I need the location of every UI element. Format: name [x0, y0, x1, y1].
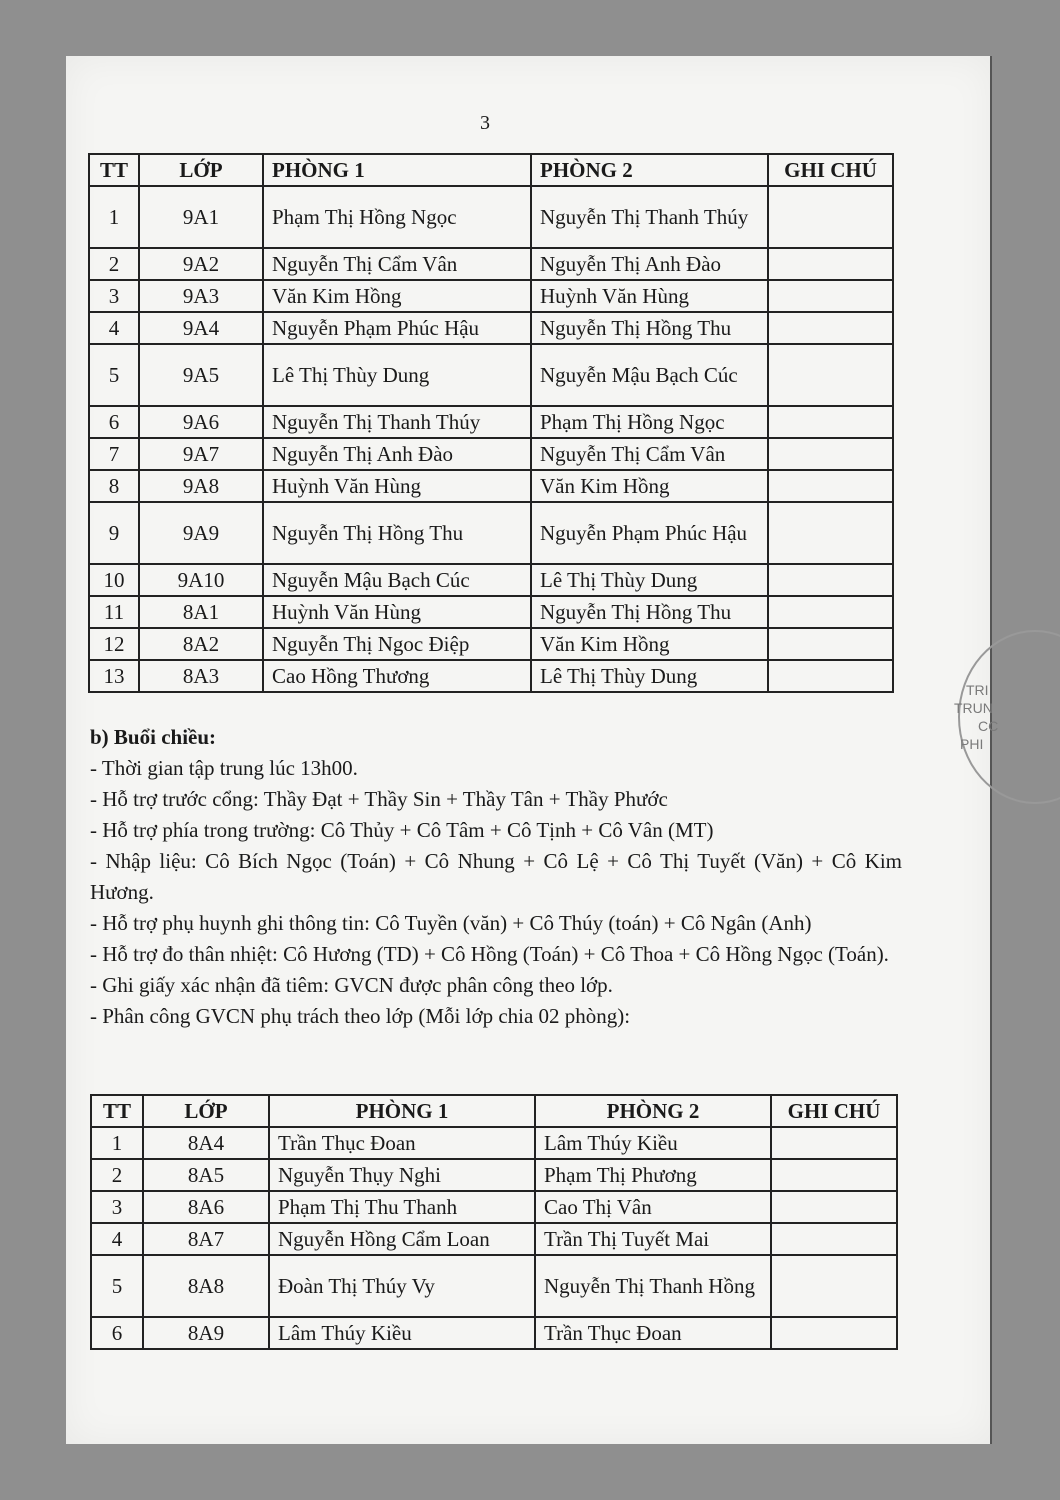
- cell-ghichu: [768, 628, 893, 660]
- cell-phong1: Nguyễn Thị Hồng Thu: [263, 502, 531, 564]
- stamp-text: TRI: [966, 682, 989, 698]
- cell-tt: 11: [89, 596, 139, 628]
- cell-tt: 12: [89, 628, 139, 660]
- cell-phong1: Lê Thị Thùy Dung: [263, 344, 531, 406]
- table-row: [89, 502, 893, 564]
- stamp-text: PHI: [960, 736, 984, 752]
- cell-tt: 4: [89, 312, 139, 344]
- table-row: [91, 1159, 897, 1191]
- table-row: [89, 660, 893, 692]
- cell-ghichu: [768, 502, 893, 564]
- cell-phong2: Văn Kim Hồng: [531, 470, 768, 502]
- cell-ghichu: [768, 438, 893, 470]
- table-row: [89, 628, 893, 660]
- cell-ghichu: [768, 186, 893, 248]
- section-line: - Hỗ trợ đo thân nhiệt: Cô Hương (TD) + Cô Hồng (Toán) + Cô Thoa + Cô Hồng Ngọc (Toán).: [90, 942, 889, 966]
- table-row: [89, 344, 893, 406]
- cell-phong2: Lê Thị Thùy Dung: [531, 660, 768, 692]
- cell-ghichu: [768, 470, 893, 502]
- cell-ghichu: [771, 1127, 897, 1159]
- cell-phong1: Huỳnh Văn Hùng: [263, 596, 531, 628]
- cell-lop: 9A6: [139, 406, 263, 438]
- cell-phong1: Nguyễn Thị Cẩm Vân: [263, 248, 531, 280]
- cell-tt: 13: [89, 660, 139, 692]
- cell-lop: 8A6: [143, 1191, 269, 1223]
- cell-phong1: Huỳnh Văn Hùng: [263, 470, 531, 502]
- cell-ghichu: [771, 1223, 897, 1255]
- cell-phong1: Văn Kim Hồng: [263, 280, 531, 312]
- cell-tt: 2: [89, 248, 139, 280]
- cell-phong2: Nguyễn Thị Hồng Thu: [531, 596, 768, 628]
- cell-tt: 7: [89, 438, 139, 470]
- cell-tt: 1: [89, 186, 139, 248]
- header-lop: LỚP: [143, 1095, 269, 1127]
- cell-phong2: Văn Kim Hồng: [531, 628, 768, 660]
- table-row: [89, 312, 893, 344]
- cell-tt: 6: [89, 406, 139, 438]
- cell-lop: 8A3: [139, 660, 263, 692]
- cell-phong2: Trần Thị Tuyết Mai: [535, 1223, 771, 1255]
- cell-phong2: Nguyễn Thị Thanh Thúy: [531, 186, 768, 248]
- cell-phong2: Cao Thị Vân: [535, 1191, 771, 1223]
- cell-phong2: Nguyễn Thị Thanh Hồng: [535, 1255, 771, 1317]
- cell-ghichu: [771, 1317, 897, 1349]
- page-number: 3: [480, 112, 490, 134]
- cell-lop: 9A9: [139, 502, 263, 564]
- table-row: [91, 1223, 897, 1255]
- cell-lop: 9A3: [139, 280, 263, 312]
- cell-phong2: Phạm Thị Hồng Ngọc: [531, 406, 768, 438]
- table-row: [89, 564, 893, 596]
- table-body: [89, 186, 893, 692]
- header-ghichu: GHI CHÚ: [768, 154, 893, 186]
- table-row: [91, 1255, 897, 1317]
- cell-ghichu: [768, 660, 893, 692]
- cell-lop: 8A4: [143, 1127, 269, 1159]
- cell-ghichu: [768, 406, 893, 438]
- assignment-table-afternoon: [90, 1094, 898, 1350]
- cell-lop: 9A4: [139, 312, 263, 344]
- cell-tt: 6: [91, 1317, 143, 1349]
- section-line: - Hỗ trợ trước cổng: Thầy Đạt + Thầy Sin + Thầy Tân + Thầy Phước: [90, 787, 668, 811]
- cell-ghichu: [768, 248, 893, 280]
- cell-phong1: Nguyễn Thị Anh Đào: [263, 438, 531, 470]
- header-tt: TT: [91, 1095, 143, 1127]
- cell-phong1: Phạm Thị Hồng Ngọc: [263, 186, 531, 248]
- section-title: b) Buổi chiều:: [90, 725, 217, 749]
- section-line: - Phân công GVCN phụ trách theo lớp (Mỗi lớp chia 02 phòng):: [90, 1004, 631, 1028]
- cell-phong1: Phạm Thị Thu Thanh: [269, 1191, 535, 1223]
- section-line: - Thời gian tập trung lúc 13h00.: [90, 756, 358, 780]
- header-phong1: PHÒNG 1: [263, 154, 531, 186]
- cell-phong1: Cao Hồng Thương: [263, 660, 531, 692]
- table-row: [91, 1191, 897, 1223]
- cell-tt: 3: [89, 280, 139, 312]
- cell-ghichu: [768, 564, 893, 596]
- cell-phong2: Nguyễn Phạm Phúc Hậu: [531, 502, 768, 564]
- section-line: - Nhập liệu: Cô Bích Ngọc (Toán) + Cô Nhung + Cô Lệ + Cô Thị Tuyết (Văn) + Cô Kim Hương.: [90, 849, 902, 904]
- table-row: [89, 596, 893, 628]
- cell-ghichu: [771, 1159, 897, 1191]
- cell-tt: 8: [89, 470, 139, 502]
- header-phong2: PHÒNG 2: [531, 154, 768, 186]
- header-ghichu: GHI CHÚ: [771, 1095, 897, 1127]
- table-row: [89, 470, 893, 502]
- cell-lop: 9A10: [139, 564, 263, 596]
- cell-phong1: Nguyễn Hồng Cẩm Loan: [269, 1223, 535, 1255]
- header-phong1: PHÒNG 1: [269, 1095, 535, 1127]
- cell-phong1: Nguyễn Thị Ngoc Điệp: [263, 628, 531, 660]
- cell-phong2: Nguyễn Thị Anh Đào: [531, 248, 768, 280]
- cell-phong1: Nguyễn Phạm Phúc Hậu: [263, 312, 531, 344]
- cell-phong2: Trần Thục Đoan: [535, 1317, 771, 1349]
- stamp-text: TRUN: [954, 700, 993, 716]
- cell-phong2: Lê Thị Thùy Dung: [531, 564, 768, 596]
- table-row: [91, 1127, 897, 1159]
- cell-phong1: Trần Thục Đoan: [269, 1127, 535, 1159]
- header-tt: TT: [89, 154, 139, 186]
- cell-lop: 8A7: [143, 1223, 269, 1255]
- cell-phong1: Nguyễn Thị Thanh Thúy: [263, 406, 531, 438]
- cell-tt: 5: [91, 1255, 143, 1317]
- cell-phong1: Nguyễn Mậu Bạch Cúc: [263, 564, 531, 596]
- header-lop: LỚP: [139, 154, 263, 186]
- cell-phong1: Đoàn Thị Thúy Vy: [269, 1255, 535, 1317]
- cell-lop: 9A1: [139, 186, 263, 248]
- cell-phong2: Huỳnh Văn Hùng: [531, 280, 768, 312]
- afternoon-section: [90, 722, 902, 1032]
- section-line: - Ghi giấy xác nhận đã tiêm: GVCN được phân công theo lớp.: [90, 973, 613, 997]
- cell-tt: 1: [91, 1127, 143, 1159]
- cell-phong2: Phạm Thị Phương: [535, 1159, 771, 1191]
- cell-lop: 9A8: [139, 470, 263, 502]
- section-line: - Hỗ trợ phía trong trường: Cô Thủy + Cô Tâm + Cô Tịnh + Cô Vân (MT): [90, 818, 714, 842]
- cell-tt: 9: [89, 502, 139, 564]
- cell-lop: 8A2: [139, 628, 263, 660]
- table-row: [89, 186, 893, 248]
- cell-lop: 9A5: [139, 344, 263, 406]
- cell-ghichu: [771, 1255, 897, 1317]
- cell-ghichu: [768, 280, 893, 312]
- table-body: [91, 1127, 897, 1349]
- cell-lop: 8A1: [139, 596, 263, 628]
- cell-phong2: Nguyễn Thị Cẩm Vân: [531, 438, 768, 470]
- table-row: [89, 406, 893, 438]
- cell-tt: 2: [91, 1159, 143, 1191]
- table-row: [89, 280, 893, 312]
- cell-phong2: Nguyễn Thị Hồng Thu: [531, 312, 768, 344]
- cell-tt: 4: [91, 1223, 143, 1255]
- cell-tt: 10: [89, 564, 139, 596]
- cell-lop: 9A2: [139, 248, 263, 280]
- table-row: [89, 248, 893, 280]
- cell-phong1: Nguyễn Thụy Nghi: [269, 1159, 535, 1191]
- cell-phong2: Nguyễn Mậu Bạch Cúc: [531, 344, 768, 406]
- cell-phong1: Lâm Thúy Kiều: [269, 1317, 535, 1349]
- section-line: - Hỗ trợ phụ huynh ghi thông tin: Cô Tuyền (văn) + Cô Thúy (toán) + Cô Ngân (Anh): [90, 911, 812, 935]
- cell-ghichu: [768, 312, 893, 344]
- cell-lop: 9A7: [139, 438, 263, 470]
- header-phong2: PHÒNG 2: [535, 1095, 771, 1127]
- table-row: [91, 1317, 897, 1349]
- table-row: [89, 438, 893, 470]
- cell-lop: 8A8: [143, 1255, 269, 1317]
- official-stamp: [948, 630, 1048, 800]
- cell-tt: 5: [89, 344, 139, 406]
- cell-lop: 8A9: [143, 1317, 269, 1349]
- cell-lop: 8A5: [143, 1159, 269, 1191]
- cell-phong2: Lâm Thúy Kiều: [535, 1127, 771, 1159]
- cell-ghichu: [768, 596, 893, 628]
- cell-tt: 3: [91, 1191, 143, 1223]
- assignment-table-morning: [88, 153, 894, 693]
- cell-ghichu: [771, 1191, 897, 1223]
- stamp-text: CC: [978, 718, 999, 734]
- cell-ghichu: [768, 344, 893, 406]
